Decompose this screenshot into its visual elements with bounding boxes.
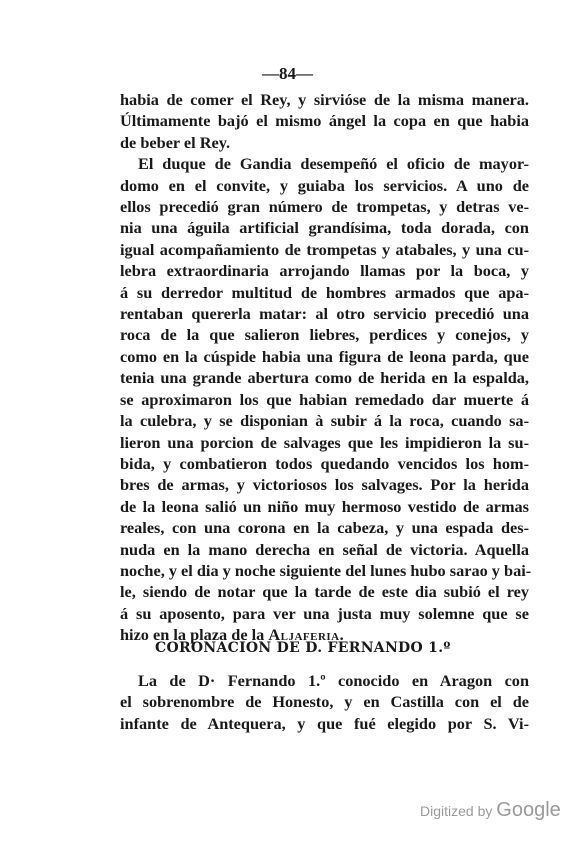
- text-line: reales, con una corona en la cabeza, y una espada des-: [120, 518, 529, 538]
- text-fragment: hizo en la plaza de la: [120, 625, 269, 645]
- text-line: noche, y el dia y noche siguiente del lunes hubo sarao y bai-: [120, 560, 532, 580]
- text-line: de la leona salió un niño muy hermoso vestido de armas: [120, 496, 529, 516]
- text-line: á su aposento, para ver una justa muy solemne que se: [120, 603, 529, 623]
- text-line: se aproximaron los que habian remedado dar muerte á: [120, 389, 529, 409]
- page-number: —84—: [262, 64, 313, 83]
- body-text-bottom: [120, 670, 529, 734]
- text-line: habia de comer el Rey, y sirvióse de la misma manera.: [120, 90, 529, 109]
- text-line: nuda en la mano derecha en señal de victoria. Aquella: [120, 539, 529, 559]
- text-line: domo en el convite, y guiaba los servicios. A uno de: [120, 175, 529, 195]
- section-heading: CORONACION DE D. FERNANDO 1.º: [155, 640, 451, 656]
- text-line: tenia una grande abertura como de herida en la espalda,: [120, 368, 529, 388]
- text-line: ellos precedió gran número de trompetas, y detras ve-: [120, 197, 529, 217]
- text-line: roca de la que salieron liebres, perdices y conejos, y: [120, 325, 529, 345]
- text-line: lebra extraordinaria arrojando llamas por la boca, y: [120, 261, 529, 281]
- text-line: de beber el Rey.: [120, 132, 231, 152]
- watermark-brand: Google: [496, 799, 561, 821]
- text-line: el sobrenombre de Honesto, y en Castilla con el de: [120, 692, 529, 712]
- text-line: nia una águila artificial grandísima, toda dorada, con: [120, 218, 529, 238]
- text-line: infante de Antequera, y que fué elegido por S. Vi-: [120, 713, 529, 733]
- place-name: Aljaferia: [268, 625, 340, 645]
- text-line: le, siendo de notar que la tarde de este dia subió el rey: [120, 582, 529, 602]
- digitized-watermark: [420, 799, 561, 822]
- text-line: La de D· Fernando 1.º conocido en Aragon con: [138, 671, 529, 690]
- text-line: bres de armas, y victoriosos los salvages. Por la herida: [120, 475, 529, 495]
- text-line: bida, y combatieron todos quedando vencidos los hom-: [120, 453, 529, 473]
- text-line: á su derredor multitud de hombres armados que apa-: [120, 282, 529, 302]
- text-line: igual acompañamiento de trompetas y atabales, y una cu-: [120, 239, 529, 259]
- text-line: rentaban quererla matar: al otro servicio precedió una: [120, 304, 529, 324]
- text-line: como en la cúspide habia una figura de leona parda, que: [120, 346, 529, 366]
- text-line: lieron una porcion de salvages que les impidieron la su-: [120, 432, 529, 452]
- text-line: Últimamente bajó el mismo ángel la copa en que habia: [120, 111, 529, 131]
- text-line: la culebra, y se disponian à subir á la roca, cuando sa-: [120, 411, 529, 431]
- body-text-top: [120, 89, 532, 646]
- watermark-prefix: Digitized by: [420, 803, 497, 819]
- text-line: El duque de Gandia desempeñó el oficio de mayor-: [138, 154, 529, 174]
- text-fragment: .: [339, 625, 344, 645]
